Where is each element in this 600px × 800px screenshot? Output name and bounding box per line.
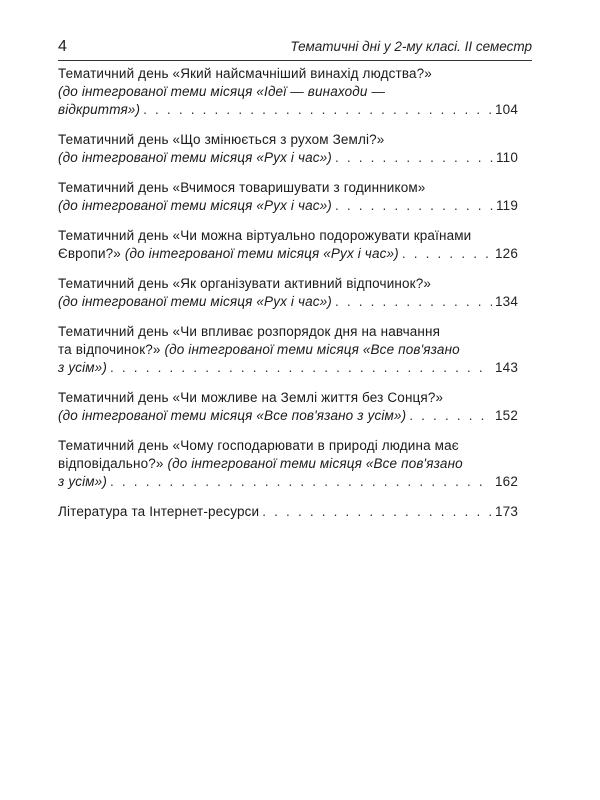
toc-entry-title-end: Європи?» (58, 246, 125, 261)
toc-entry-last-line (58, 293, 518, 311)
toc-entry-last-line (58, 407, 518, 425)
toc-entry-last-line (58, 503, 518, 521)
toc-entry-page: 152 (495, 408, 518, 423)
toc-entry-title: Тематичний день «Чи впливає розпорядок дня на навчання (58, 324, 441, 339)
dot-leader (335, 149, 493, 167)
toc-entry-title-cont (58, 341, 518, 359)
dot-leader (110, 359, 492, 377)
toc-entry-title: Тематичний день «Чи можна віртуально подорожувати країнами (58, 228, 472, 243)
toc-entry-title: Тематичний день «Чи можливе на Землі життя без Сонця?» (58, 390, 444, 405)
toc-entry-last-line (58, 473, 518, 491)
toc-entry-theme-end: відкриття») (58, 102, 141, 117)
toc-entry-title-end: та відпочинок?» (58, 342, 165, 357)
toc-entry-page: 143 (495, 360, 518, 375)
dot-leader (262, 503, 492, 521)
toc-entry-title-cont (58, 455, 518, 473)
toc-entry-theme: (до інтегрованої теми місяця «Рух і час») (124, 246, 399, 261)
toc-entry-page: 162 (495, 474, 518, 489)
toc-entry-theme: (до інтегрованої теми місяця «Все пов'язано з усім») (58, 408, 407, 423)
table-of-contents (58, 65, 518, 521)
toc-entry-page: 104 (495, 102, 518, 117)
toc-entry[interactable] (58, 389, 518, 425)
toc-entry[interactable] (58, 503, 518, 521)
toc-entry-theme-end: з усім») (58, 360, 107, 375)
running-title: Тематичні дні у 2-му класі. ІІ семестр (290, 39, 532, 54)
toc-entry-page: 119 (496, 198, 518, 213)
toc-entry-title: Тематичний день «Як організувати активний відпочинок?» (58, 276, 432, 291)
toc-entry-theme: (до інтегрованої теми місяця «Все пов'язано (167, 456, 463, 471)
page-header (58, 38, 532, 60)
toc-entry[interactable] (58, 179, 518, 215)
toc-entry-title: Тематичний день «Чому господарювати в природі людина має (58, 438, 459, 453)
toc-entry-title: Тематичний день «Вчимося товаришувати з годинником» (58, 180, 426, 195)
toc-entry-theme: (до інтегрованої теми місяця «Рух і час») (58, 294, 332, 309)
toc-entry-title: Література та Інтернет-ресурси (58, 504, 260, 519)
toc-entry-last-line (58, 245, 518, 263)
toc-entry-title-end: відповідально?» (58, 456, 168, 471)
toc-entry[interactable] (58, 323, 518, 377)
page-number: 4 (58, 38, 67, 55)
header-divider (58, 60, 532, 61)
toc-entry[interactable] (58, 227, 518, 263)
dot-leader (143, 101, 492, 119)
toc-entry-page: 110 (496, 150, 518, 165)
toc-entry-theme-end: з усім») (58, 474, 107, 489)
toc-entry-theme: (до інтегрованої теми місяця «Ідеї — винаходи — (58, 84, 386, 99)
dot-leader (335, 197, 493, 215)
dot-leader (335, 293, 492, 311)
toc-entry-page: 126 (495, 246, 518, 261)
toc-entry-last-line (58, 149, 518, 167)
toc-entry-page: 173 (495, 504, 518, 519)
dot-leader (402, 245, 492, 263)
toc-entry[interactable] (58, 65, 518, 119)
toc-entry-page: 134 (495, 294, 518, 309)
toc-entry[interactable] (58, 275, 518, 311)
toc-entry-theme: (до інтегрованої теми місяця «Все пов'язано (164, 342, 460, 357)
toc-entry-theme: (до інтегрованої теми місяця «Рух і час») (58, 198, 332, 213)
toc-entry-last-line (58, 197, 518, 215)
toc-entry-last-line (58, 359, 518, 377)
toc-entry[interactable] (58, 437, 518, 491)
dot-leader (409, 407, 492, 425)
toc-entry-last-line (58, 101, 518, 119)
toc-entry-title: Тематичний день «Що змінюється з рухом Землі?» (58, 132, 385, 147)
toc-entry-title: Тематичний день «Який найсмачніший винахід людства?» (58, 66, 432, 81)
toc-entry[interactable] (58, 131, 518, 167)
toc-entry-theme: (до інтегрованої теми місяця «Рух і час») (58, 150, 332, 165)
dot-leader (110, 473, 492, 491)
